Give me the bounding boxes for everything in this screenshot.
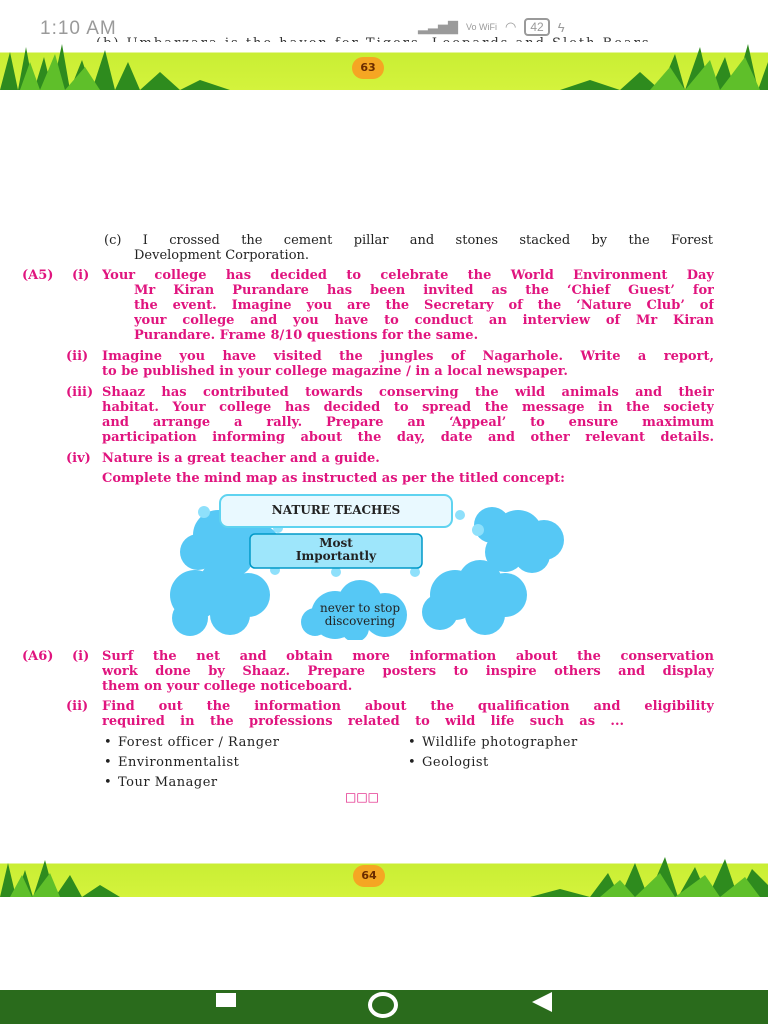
mind-map-center-line2: Importantly bbox=[295, 549, 377, 563]
list-item: Environmentalist bbox=[118, 755, 240, 770]
bullet-icon: • bbox=[104, 735, 112, 750]
grass-right-top-icon bbox=[560, 42, 768, 90]
question-label: (ii) bbox=[66, 699, 89, 714]
text-line: Shaaz has contributed towards conserving the wild animals and their bbox=[102, 385, 714, 400]
question-label: (iii) bbox=[66, 385, 94, 400]
battery-icon: 42 bbox=[524, 18, 549, 36]
text-line: to be published in your college magazine / in a local newspaper. bbox=[102, 364, 568, 379]
signal-icon: ▂▃▅▇ bbox=[418, 19, 458, 34]
mind-map bbox=[160, 490, 580, 640]
question-label: (ii) bbox=[66, 349, 89, 364]
recent-apps-button[interactable] bbox=[216, 993, 236, 1007]
question-label: (i) bbox=[72, 268, 90, 283]
status-bar bbox=[0, 0, 768, 40]
bullet-icon: • bbox=[408, 755, 416, 770]
text-line: Surf the net and obtain more information about the conservation bbox=[102, 649, 714, 664]
question-label: (A5) bbox=[22, 268, 54, 283]
list-item: Tour Manager bbox=[118, 775, 218, 790]
text-line: Imagine you have visited the jungles of Nagarhole. Write a report, bbox=[102, 349, 714, 364]
mind-map-cloud-line2: discovering bbox=[324, 614, 396, 628]
text-line: Find out the information about the qualification and eligibility bbox=[102, 699, 714, 714]
text-line: (c) I crossed the cement pillar and stones stacked by the Forest bbox=[104, 233, 713, 248]
list-item: Geologist bbox=[422, 755, 489, 770]
text-line: Development Corporation. bbox=[134, 248, 310, 263]
question-label: (A6) bbox=[22, 649, 54, 664]
end-mark: □□□ bbox=[345, 790, 380, 804]
mind-map-title: NATURE TEACHES bbox=[271, 503, 401, 517]
grass-left-bottom-icon bbox=[0, 855, 120, 897]
question-label: (i) bbox=[72, 649, 90, 664]
list-item: Wildlife photographer bbox=[422, 735, 578, 750]
text-line: the event. Imagine you are the Secretary of the ‘Nature Club’ of bbox=[134, 298, 714, 313]
text-line: required in the professions related to wild life such as ... bbox=[102, 714, 624, 729]
grass-left-top-icon bbox=[0, 42, 230, 90]
mind-map-cloud-line1: never to stop bbox=[319, 601, 400, 615]
charging-icon: ϟ bbox=[557, 19, 565, 35]
text-line: your college and you have to conduct an interview of Mr Kiran bbox=[134, 313, 714, 328]
text-line: Mr Kiran Purandare has been invited as the ‘Chief Guest’ for bbox=[134, 283, 714, 298]
text-line: habitat. Your college has decided to spread the message in the society bbox=[102, 400, 714, 415]
status-icons bbox=[418, 18, 565, 36]
text-line: them on your college noticeboard. bbox=[102, 679, 353, 694]
text-line: participation informing about the day, date and other relevant details. bbox=[102, 430, 714, 445]
back-button[interactable] bbox=[528, 990, 554, 1012]
status-time: 1:10 AM bbox=[40, 18, 117, 39]
bullet-icon: • bbox=[104, 775, 112, 790]
text-line: Complete the mind map as instructed as per the titled concept: bbox=[102, 471, 565, 486]
text-line: work done by Shaaz. Prepare posters to inspire others and display bbox=[102, 664, 714, 679]
question-label: (iv) bbox=[66, 451, 91, 466]
bullet-icon: • bbox=[408, 735, 416, 750]
vowifi-label: Vo WiFi bbox=[466, 22, 498, 32]
page-number-top: 63 bbox=[352, 57, 384, 79]
text-line: Nature is a great teacher and a guide. bbox=[102, 451, 380, 466]
wifi-icon: ◠ bbox=[505, 19, 517, 34]
text-line: Your college has decided to celebrate the World Environment Day bbox=[102, 268, 714, 283]
text-line: Purandare. Frame 8/10 questions for the same. bbox=[134, 328, 479, 343]
page-number-bottom: 64 bbox=[353, 865, 385, 887]
home-button[interactable] bbox=[368, 992, 398, 1018]
list-item: Forest officer / Ranger bbox=[118, 735, 280, 750]
text-line: and arrange a rally. Prepare an ‘Appeal’ to ensure maximum bbox=[102, 415, 714, 430]
grass-right-bottom-icon bbox=[530, 855, 768, 897]
mind-map-center-line1: Most bbox=[319, 536, 353, 550]
bullet-icon: • bbox=[104, 755, 112, 770]
